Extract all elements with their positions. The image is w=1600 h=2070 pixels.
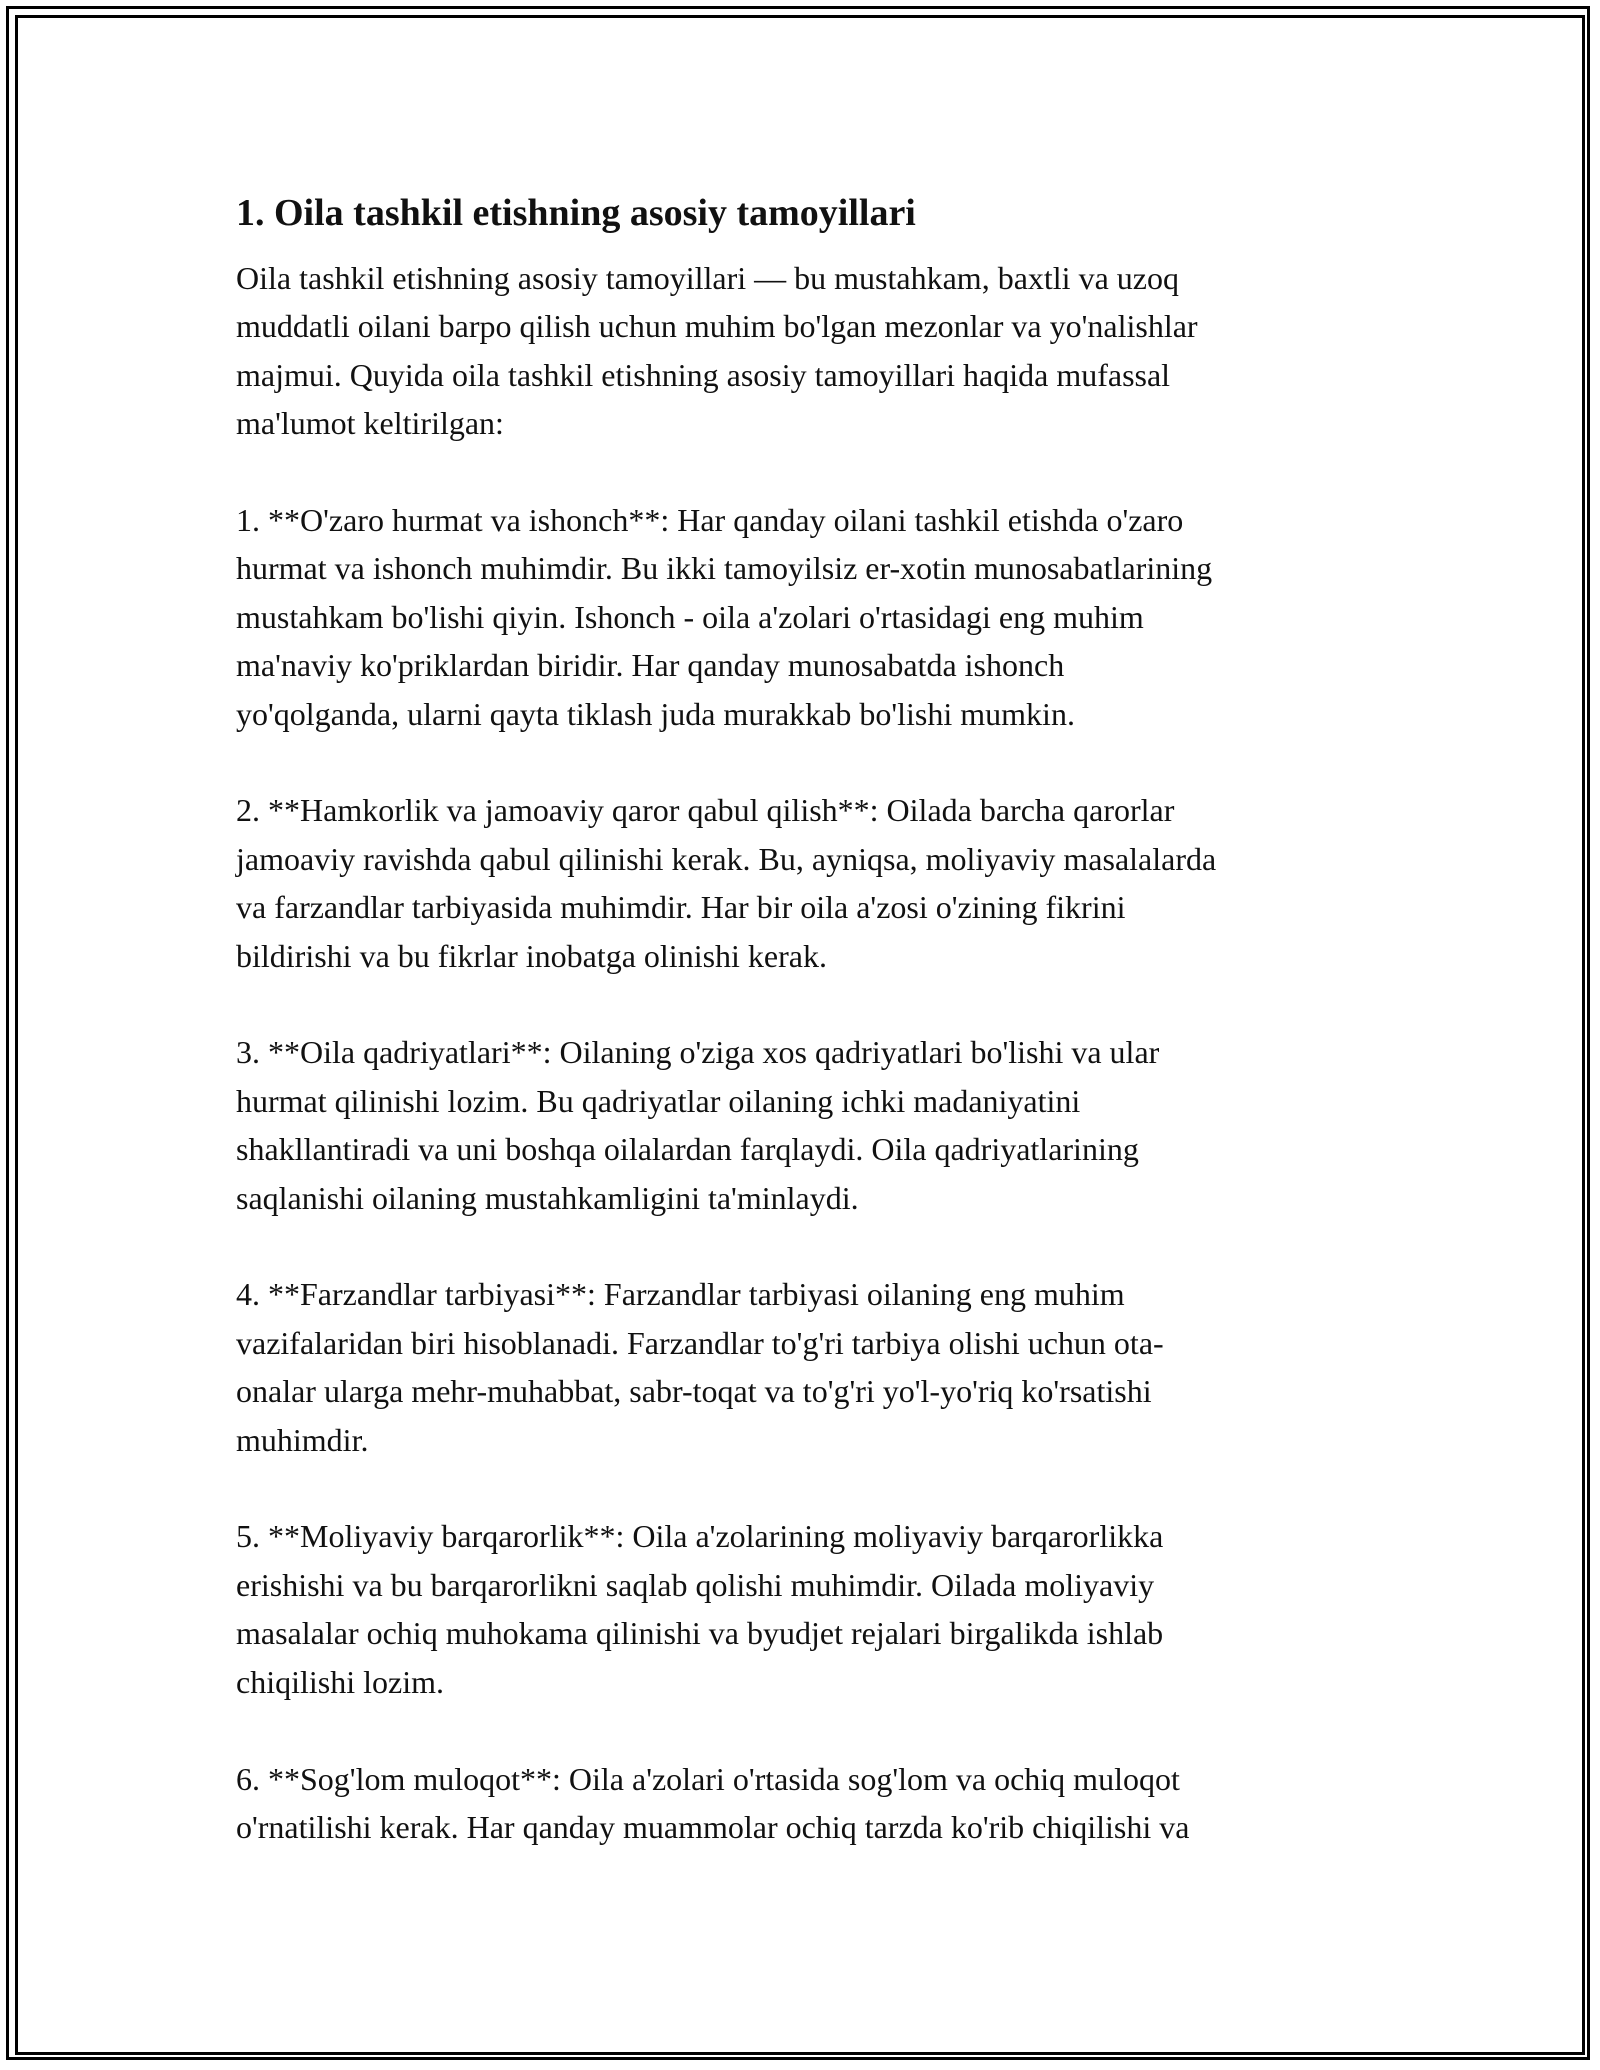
paragraph-gap xyxy=(236,1222,1366,1270)
intro-paragraph: Oila tashkil etishning asosiy tamoyillari — bu mustahkam, baxtli va uzoq muddatli oilani barpo qilish uchun muhim bo'lgan mezonlar va yo'nalishlar majmui. Quyida oila tashkil etishning asosiy tamoyillari haqida mufassal ma'lumot keltirilgan: xyxy=(236,260,1198,442)
paragraph-gap xyxy=(236,980,1366,1028)
section-heading: 1. Oila tashkil etishning asosiy tamoyillari xyxy=(236,192,916,234)
paragraph-gap xyxy=(236,448,1366,496)
paragraph-gap xyxy=(236,738,1366,786)
principle-item-4: 4. **Farzandlar tarbiyasi**: Farzandlar tarbiyasi oilaning eng muhim vazifalaridan biri hisoblanadi. Farzandlar to'g'ri tarbiya olishi uchun ota- onalar ularga mehr-muhabbat, sabr-toqat va to'g'ri yo'l-yo'riq ko'rsatishi muhimdir. xyxy=(236,1276,1164,1458)
paragraph-gap xyxy=(236,1706,1366,1754)
principle-item-3: 3. **Oila qadriyatlari**: Oilaning o'ziga xos qadriyatlari bo'lishi va ular hurmat qilinishi lozim. Bu qadriyatlar oilaning ichki madaniyatini shakllantiradi va uni boshqa oilalardan farqlaydi. Oila qadriyatlarining saqlanishi oilaning mustahkamligini ta'minlaydi. xyxy=(236,1034,1160,1216)
principle-item-2: 2. **Hamkorlik va jamoaviy qaror qabul qilish**: Oilada barcha qarorlar jamoaviy ravishda qabul qilinishi kerak. Bu, ayniqsa, moliyaviy masalalarda va farzandlar tarbiyasida muhimdir. Har bir oila a'zosi o'zining fikrini bildirishi va bu fikrlar inobatga olinishi kerak. xyxy=(236,792,1217,974)
principle-item-1: 1. **O'zaro hurmat va ishonch**: Har qanday oilani tashkil etishda o'zaro hurmat va ishonch muhimdir. Bu ikki tamoyilsiz er-xotin munosabatlarining mustahkam bo'lishi qiyin. Ishonch - oila a'zolari o'rtasidagi eng muhim ma'naviy ko'priklardan biridir. Har qanday munosabatda ishonch yo'qolganda, ularni qayta tiklash juda murakkab bo'lishi mumkin. xyxy=(236,502,1213,732)
principle-item-5: 5. **Moliyaviy barqarorlik**: Oila a'zolarining moliyaviy barqarorlikka erishishi va bu barqarorlikni saqlab qolishi muhimdir. Oilada moliyaviy masalalar ochiq muhokama qilinishi va byudjet rejalari birgalikda ishlab chiqilishi lozim. xyxy=(236,1518,1164,1700)
paragraph-gap xyxy=(236,1464,1366,1512)
document-body xyxy=(236,186,1366,1851)
principle-item-6: 6. **Sog'lom muloqot**: Oila a'zolari o'rtasida sog'lom va ochiq muloqot o'rnatilishi kerak. Har qanday muammolar ochiq tarzda ko'rib chiqilishi va xyxy=(236,1760,1190,1845)
